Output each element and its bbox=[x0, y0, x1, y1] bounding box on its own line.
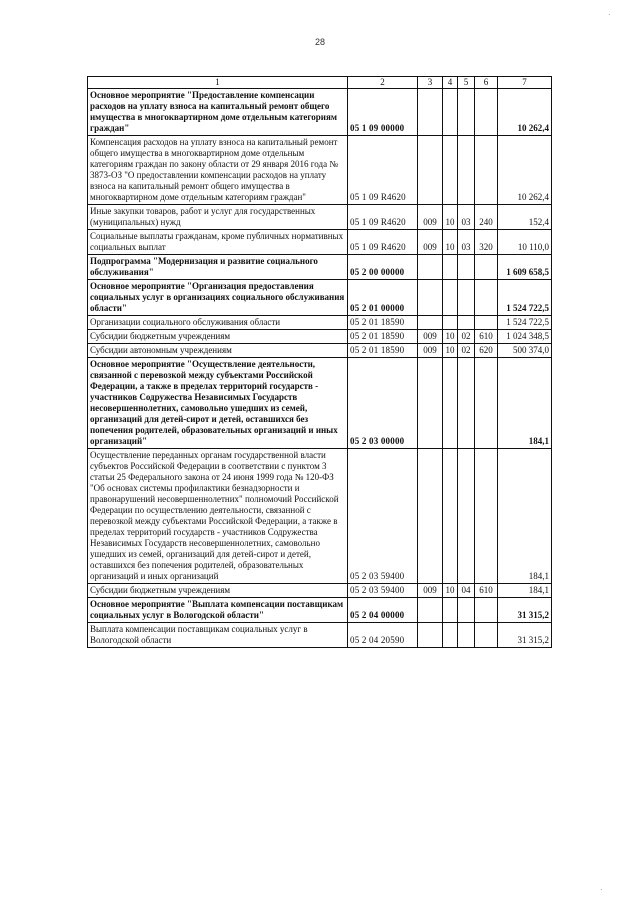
row-name-cell: Основное мероприятие "Выплата компенсации поставщикам социальных услуг в Вологодской области" bbox=[88, 598, 348, 623]
row-name-cell: Социальные выплаты гражданам, кроме публичных нормативных социальных выплат bbox=[88, 230, 348, 255]
row-col3-cell bbox=[418, 598, 443, 623]
page-number: 28 bbox=[314, 37, 325, 47]
row-name-cell: Субсидии автономным учреждениям bbox=[88, 344, 348, 358]
table-row bbox=[88, 136, 552, 205]
row-code-cell: 05 2 04 20590 bbox=[348, 623, 418, 648]
row-col4-cell bbox=[443, 623, 458, 648]
table-row bbox=[88, 280, 552, 316]
row-col3-cell: 009 bbox=[418, 330, 443, 344]
row-col6-cell bbox=[475, 623, 498, 648]
row-col6-cell bbox=[475, 89, 498, 136]
column-header: 1 bbox=[88, 77, 348, 89]
row-col6-cell: 610 bbox=[475, 330, 498, 344]
row-col3-cell bbox=[418, 280, 443, 316]
row-name-cell: Субсидии бюджетным учреждениям bbox=[88, 330, 348, 344]
row-col5-cell: 04 bbox=[458, 584, 475, 598]
budget-table bbox=[87, 76, 552, 648]
table-body bbox=[88, 77, 552, 648]
row-amount-cell: 152,4 bbox=[498, 205, 552, 230]
row-amount-cell: 1 024 348,5 bbox=[498, 330, 552, 344]
table-row bbox=[88, 330, 552, 344]
table-row bbox=[88, 449, 552, 584]
table-row bbox=[88, 316, 552, 330]
row-name-cell: Субсидии бюджетным учреждениям bbox=[88, 584, 348, 598]
row-code-cell: 05 2 03 00000 bbox=[348, 358, 418, 449]
column-header: 3 bbox=[418, 77, 443, 89]
row-col5-cell: 02 bbox=[458, 330, 475, 344]
row-col6-cell bbox=[475, 358, 498, 449]
row-col5-cell bbox=[458, 89, 475, 136]
row-code-cell: 05 2 01 18590 bbox=[348, 344, 418, 358]
row-col4-cell bbox=[443, 449, 458, 584]
row-name-cell: Основное мероприятие "Осуществление деятельности, связанной с перевозкой между субъектами Российской Федерации, а также в пределах территорий государств - участников Содружества Независимых Государств несовершеннолетних, самовольно ушедших из семей, организаций для детей-сирот и детей, оставшихся без попечения родителей, образовательных организаций и иных организаций" bbox=[88, 358, 348, 449]
row-amount-cell: 1 609 658,5 bbox=[498, 255, 552, 280]
row-amount-cell: 10 110,0 bbox=[498, 230, 552, 255]
row-name-cell: Иные закупки товаров, работ и услуг для государственных (муниципальных) нужд bbox=[88, 205, 348, 230]
row-col6-cell bbox=[475, 136, 498, 205]
row-name-cell: Выплата компенсации поставщикам социальных услуг в Вологодской области bbox=[88, 623, 348, 648]
table-row bbox=[88, 584, 552, 598]
row-col6-cell: 610 bbox=[475, 584, 498, 598]
row-amount-cell: 184,1 bbox=[498, 358, 552, 449]
corner-mark-top: · bbox=[608, 10, 611, 19]
row-col3-cell: 009 bbox=[418, 230, 443, 255]
row-col3-cell bbox=[418, 623, 443, 648]
table-row bbox=[88, 205, 552, 230]
row-code-cell: 05 2 01 00000 bbox=[348, 280, 418, 316]
row-name-cell: Основное мероприятие "Организация предоставления социальных услуг в организациях социального обслуживания области" bbox=[88, 280, 348, 316]
row-col4-cell: 10 bbox=[443, 584, 458, 598]
row-col5-cell bbox=[458, 598, 475, 623]
column-header: 6 bbox=[475, 77, 498, 89]
row-code-cell: 05 2 03 59400 bbox=[348, 584, 418, 598]
table-row bbox=[88, 623, 552, 648]
row-col3-cell bbox=[418, 255, 443, 280]
row-col6-cell bbox=[475, 598, 498, 623]
column-header: 5 bbox=[458, 77, 475, 89]
table-row bbox=[88, 89, 552, 136]
row-col4-cell bbox=[443, 280, 458, 316]
row-code-cell: 05 2 01 18590 bbox=[348, 330, 418, 344]
table-row bbox=[88, 255, 552, 280]
row-amount-cell: 184,1 bbox=[498, 584, 552, 598]
row-col5-cell bbox=[458, 358, 475, 449]
row-col4-cell bbox=[443, 255, 458, 280]
row-col6-cell bbox=[475, 316, 498, 330]
corner-mark-bottom: · bbox=[600, 885, 603, 894]
row-amount-cell: 10 262,4 bbox=[498, 89, 552, 136]
row-code-cell: 05 1 09 R4620 bbox=[348, 205, 418, 230]
row-amount-cell: 10 262,4 bbox=[498, 136, 552, 205]
header-row bbox=[88, 77, 552, 89]
row-amount-cell: 1 524 722,5 bbox=[498, 316, 552, 330]
row-col6-cell: 320 bbox=[475, 230, 498, 255]
row-amount-cell: 500 374,0 bbox=[498, 344, 552, 358]
row-code-cell: 05 2 04 00000 bbox=[348, 598, 418, 623]
row-col5-cell bbox=[458, 623, 475, 648]
column-header: 2 bbox=[348, 77, 418, 89]
column-header: 4 bbox=[443, 77, 458, 89]
row-name-cell: Основное мероприятие "Предоставление компенсации расходов на уплату взноса на капитальный ремонт общего имущества в многоквартирном доме отдельным категориям граждан" bbox=[88, 89, 348, 136]
row-col4-cell: 10 bbox=[443, 330, 458, 344]
table-row bbox=[88, 230, 552, 255]
row-amount-cell: 31 315,2 bbox=[498, 623, 552, 648]
row-amount-cell: 184,1 bbox=[498, 449, 552, 584]
row-name-cell: Осуществление переданных органам государственной власти субъектов Российской Федерации в соответствии с пунктом 3 статьи 25 Федерального закона от 24 июня 1999 года № 120-ФЗ "Об основах системы профилактики безнадзорности и правонарушений несовершеннолетних" полномочий Российской Федерации по осуществлению деятельности, связанной с перевозкой между субъектами Российской Федерации, а также в пределах территорий государств - участников Содружества Независимых Государств несовершеннолетних, самовольно ушедших из семей, организаций для детей-сирот и детей, оставшихся без попечения родителей, образовательных организаций и иных организаций bbox=[88, 449, 348, 584]
row-col4-cell bbox=[443, 89, 458, 136]
row-col5-cell bbox=[458, 449, 475, 584]
column-header: 7 bbox=[498, 77, 552, 89]
row-col5-cell: 03 bbox=[458, 230, 475, 255]
row-col3-cell bbox=[418, 89, 443, 136]
row-code-cell: 05 1 09 00000 bbox=[348, 89, 418, 136]
row-col4-cell bbox=[443, 358, 458, 449]
row-col5-cell bbox=[458, 316, 475, 330]
row-code-cell: 05 1 09 R4620 bbox=[348, 230, 418, 255]
row-code-cell: 05 1 09 R4620 bbox=[348, 136, 418, 205]
row-col4-cell: 10 bbox=[443, 230, 458, 255]
row-col5-cell: 03 bbox=[458, 205, 475, 230]
row-col4-cell bbox=[443, 598, 458, 623]
row-col3-cell bbox=[418, 358, 443, 449]
table-row bbox=[88, 344, 552, 358]
row-col6-cell: 620 bbox=[475, 344, 498, 358]
row-col6-cell bbox=[475, 449, 498, 584]
row-col3-cell: 009 bbox=[418, 205, 443, 230]
row-code-cell: 05 2 00 00000 bbox=[348, 255, 418, 280]
row-col5-cell: 02 bbox=[458, 344, 475, 358]
row-col5-cell bbox=[458, 136, 475, 205]
row-col5-cell bbox=[458, 255, 475, 280]
row-col4-cell bbox=[443, 136, 458, 205]
row-col3-cell bbox=[418, 136, 443, 205]
row-col3-cell bbox=[418, 449, 443, 584]
row-col6-cell bbox=[475, 255, 498, 280]
row-name-cell: Подпрограмма "Модернизация и развитие социального обслуживания" bbox=[88, 255, 348, 280]
row-code-cell: 05 2 01 18590 bbox=[348, 316, 418, 330]
row-amount-cell: 31 315,2 bbox=[498, 598, 552, 623]
row-col3-cell: 009 bbox=[418, 584, 443, 598]
row-code-cell: 05 2 03 59400 bbox=[348, 449, 418, 584]
row-col4-cell: 10 bbox=[443, 205, 458, 230]
row-col4-cell bbox=[443, 316, 458, 330]
row-col6-cell bbox=[475, 280, 498, 316]
row-name-cell: Компенсация расходов на уплату взноса на капитальный ремонт общего имущества в многоквартирном доме отдельным категориям граждан по закону области от 29 января 2016 года № 3873-ОЗ "О предоставлении компенсации расходов на уплату взноса на капитальный ремонт общего имущества в многоквартирном доме отдельным категориям граждан" bbox=[88, 136, 348, 205]
table-row bbox=[88, 598, 552, 623]
row-col3-cell: 009 bbox=[418, 344, 443, 358]
row-col4-cell: 10 bbox=[443, 344, 458, 358]
row-amount-cell: 1 524 722,5 bbox=[498, 280, 552, 316]
table-row bbox=[88, 358, 552, 449]
row-col6-cell: 240 bbox=[475, 205, 498, 230]
row-name-cell: Организации социального обслуживания области bbox=[88, 316, 348, 330]
row-col5-cell bbox=[458, 280, 475, 316]
row-col3-cell bbox=[418, 316, 443, 330]
